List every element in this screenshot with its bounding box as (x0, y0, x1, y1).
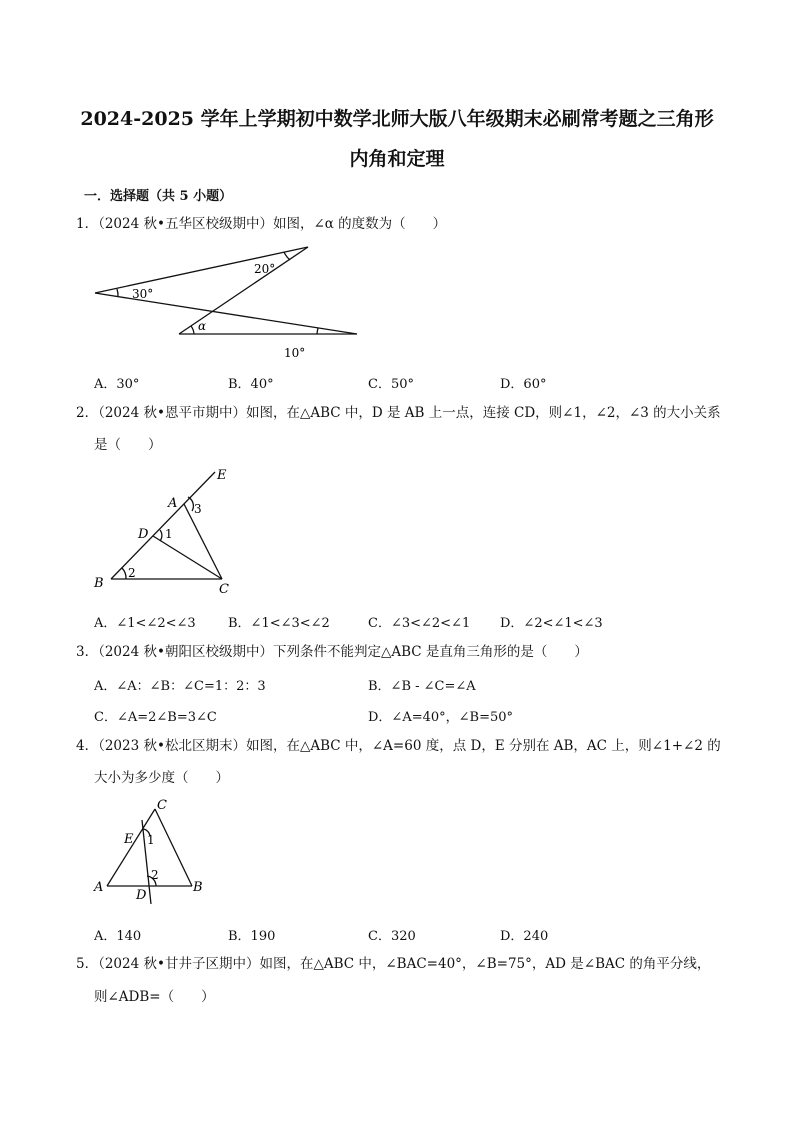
question-3-stem: 3．（2024 秋•朝阳区校级期中）下列条件不能判定△ABC 是直角三角形的是（ ） (76, 644, 588, 660)
q1-label-10: 10° (284, 346, 306, 360)
question-3-option-d[interactable]: D．∠A=40°，∠B=50° (368, 710, 514, 725)
question-5-stem: 5．（2024 秋•甘井子区期中）如图，在△ABC 中，∠BAC=40°，∠B=75°，AD 是∠BAC 的角平分线， (76, 956, 711, 972)
q2-label-a: A (168, 496, 178, 511)
q4-label-e: E (124, 832, 134, 847)
q4-label-d: D (136, 888, 147, 903)
q2-label-3: 3 (194, 502, 202, 516)
section-heading: 一．选择题（共 5 小题） (84, 189, 233, 204)
question-2-option-a[interactable]: A．∠1<∠2<∠3 (94, 616, 196, 631)
q1-label-30: 30° (132, 287, 154, 301)
question-2-option-c[interactable]: C．∠3<∠2<∠1 (368, 616, 471, 631)
question-2-option-d[interactable]: D．∠2<∠1<∠3 (500, 616, 603, 631)
q4-label-2: 2 (151, 868, 159, 882)
question-2-stem-cont: 是（ ） (94, 437, 162, 453)
question-4-option-d[interactable]: D．240 (500, 929, 549, 944)
q1-label-alpha: α (198, 319, 207, 333)
question-5-stem-cont: 则∠ADB=（ ） (94, 989, 215, 1005)
q2-label-e: E (217, 468, 227, 483)
question-4-option-c[interactable]: C．320 (368, 929, 416, 944)
q2-label-d: D (138, 527, 149, 542)
q4-label-1: 1 (147, 833, 155, 847)
question-1-option-a[interactable]: A．30° (94, 377, 140, 392)
question-2-option-b[interactable]: B．∠1<∠3<∠2 (228, 616, 330, 631)
q4-label-b: B (193, 880, 203, 895)
question-4-stem: 4．（2023 秋•松北区期末）如图，在△ABC 中，∠A=60 度，点 D，E 分别在 AB，AC 上，则∠1+∠2 的 (76, 738, 721, 754)
question-4-option-a[interactable]: A．140 (94, 929, 142, 944)
document-title-line1: 2024-2025 学年上学期初中数学北师大版八年级期末必刷常考题之三角形 (80, 108, 714, 130)
question-3-option-c[interactable]: C．∠A=2∠B=3∠C (94, 710, 217, 725)
q4-line-cb (155, 809, 192, 886)
q1-label-20: 20° (254, 262, 276, 276)
question-4-stem-cont: 大小为多少度（ ） (94, 770, 229, 786)
q4-label-a: A (94, 880, 104, 895)
q4-label-c: C (157, 798, 167, 813)
question-1-option-b[interactable]: B．40° (228, 377, 274, 392)
question-4-option-b[interactable]: B．190 (228, 929, 276, 944)
document-title-line2: 内角和定理 (349, 148, 445, 170)
question-1-option-d[interactable]: D．60° (500, 377, 547, 392)
q2-label-c: C (219, 582, 229, 597)
question-1-option-c[interactable]: C．50° (368, 377, 414, 392)
question-1-stem: 1．（2024 秋•五华区校级期中）如图，∠α 的度数为（ ） (76, 216, 447, 232)
question-2-stem: 2．（2024 秋•恩平市期中）如图，在△ABC 中，D 是 AB 上一点，连接 CD，则∠1，∠2，∠3 的大小关系 (76, 405, 721, 421)
question-3-option-b[interactable]: B．∠B - ∠C=∠A (368, 679, 476, 694)
q2-label-2: 2 (128, 566, 136, 580)
q2-label-b: B (94, 576, 104, 591)
q2-label-1: 1 (165, 527, 173, 541)
question-3-option-a[interactable]: A．∠A：∠B：∠C=1：2：3 (94, 679, 266, 694)
